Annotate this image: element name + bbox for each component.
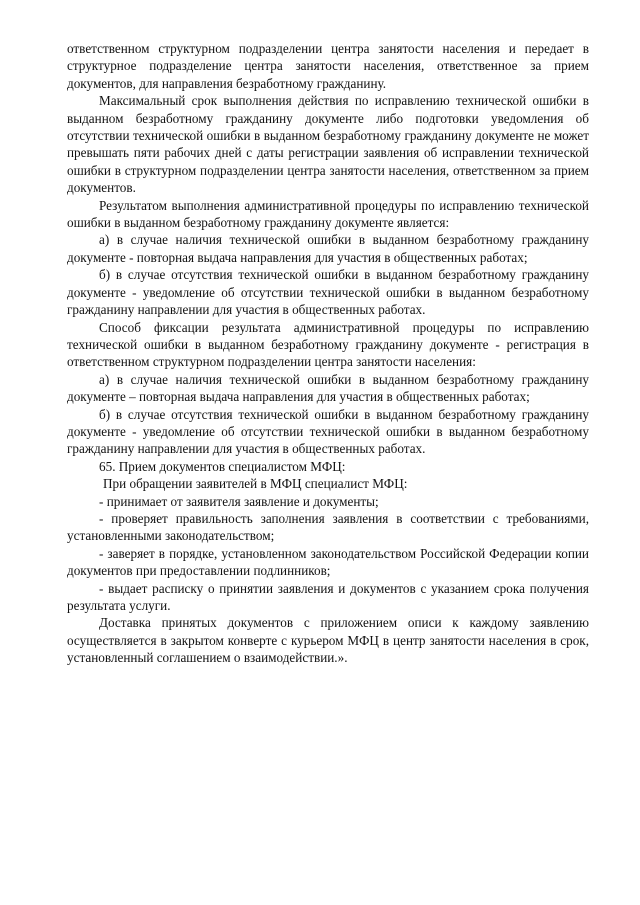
paragraph-continuation: ответственном структурном подразделении центра занятости населения и передает в структурное подразделение центра занятости населения, ответственное за прием документов, для направления безработному гражданину. [67, 41, 589, 91]
paragraph-delivery: Доставка принятых документов с приложением описи к каждому заявлению осуществляется в закрытом конверте с курьером МФЦ в центр занятости населения в срок, установленный соглашением о взаимодействии.». [67, 615, 589, 666]
paragraph-result-b: б) в случае отсутствия технической ошибки в выданном безработному гражданину документе - уведомление об отсутствии технической ошибки в выданном безработному гражданину направлении для участия в общественных работах. [67, 267, 589, 318]
paragraph-max-term: Максимальный срок выполнения действия по исправлению технической ошибки в выданном безработному гражданину документе либо подготовки уведомления об отсутствии технической ошибки в выданном безработному гражданину документе не может превышать пяти рабочих дней с даты регистрации заявления об исправлении технической ошибки в структурном подразделении центра занятости населения, ответственном за прием документов. [67, 93, 589, 196]
paragraph-mfc-intro: При обращении заявителей в МФЦ специалист МФЦ: [103, 476, 408, 492]
paragraph-fixation-b: б) в случае отсутствия технической ошибки в выданном безработному гражданину документе - уведомление об отсутствии технической ошибки в выданном безработному гражданину направлении для участия в общественных работах. [67, 406, 589, 457]
paragraph-fixation-a: а) в случае наличия технической ошибки в выданном безработному гражданину документе – повторная выдача направления для участия в общественных работах; [67, 371, 589, 405]
document-page [67, 40, 589, 667]
paragraph-fixation: Способ фиксации результата административной процедуры по исправлению технической ошибки в выданном безработному гражданину документе - регистрация в ответственном структурном подразделении центра занятости населения: [67, 319, 589, 370]
list-item-accepts: - принимает от заявителя заявление и документы; [99, 493, 379, 509]
paragraph-item-65: 65. Прием документов специалистом МФЦ: [99, 458, 346, 474]
paragraph-result: Результатом выполнения административной процедуры по исправлению технической ошибки в выданном безработному гражданину документе является: [67, 197, 589, 231]
list-item-certifies: - заверяет в порядке, установленном законодательством Российской Федерации копии документов при предоставлении подлинников; [67, 545, 589, 579]
list-item-receipt: - выдает расписку о принятии заявления и документов с указанием срока получения результата услуги. [67, 580, 589, 613]
paragraph-result-a: а) в случае наличия технической ошибки в выданном безработному гражданину документе - повторная выдача направления для участия в общественных работах; [67, 232, 589, 265]
list-item-checks: - проверяет правильность заполнения заявления в соответствии с требованиями, установленными законодательством; [67, 510, 589, 544]
